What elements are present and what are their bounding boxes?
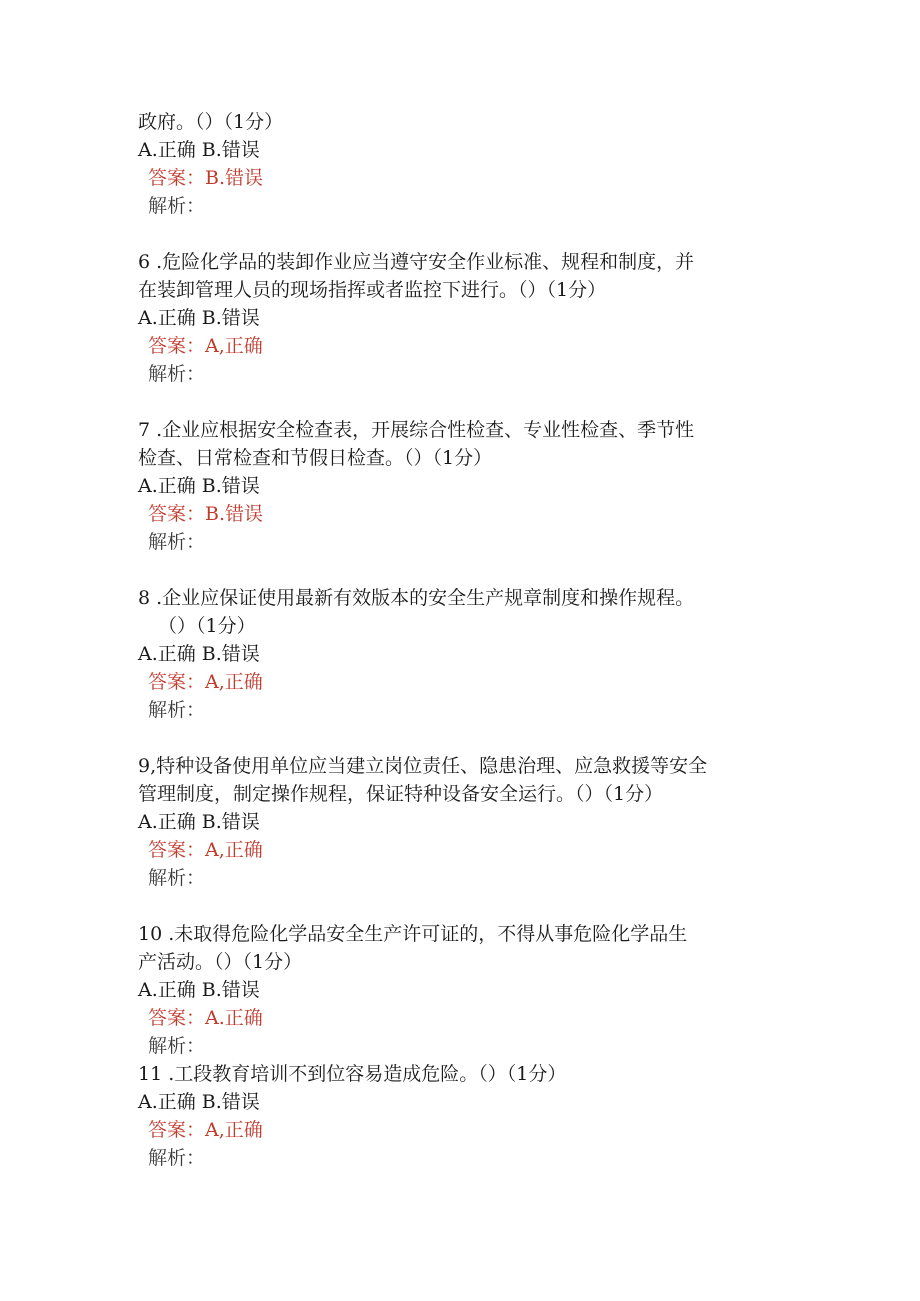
question-text-continued: 检查、日常检查和节假日检查。（）（1分） (138, 447, 493, 469)
question-10 (138, 920, 798, 1060)
question-text-continued: 管理制度，制定操作规程，保证特种设备安全运行。（）（1分） (138, 783, 664, 805)
explanation-label: 解析： (148, 1035, 206, 1057)
quiz-page (138, 108, 798, 1172)
answer-text: 答案：B.错误 (148, 503, 264, 525)
question-text: 7 .企业应根据安全检查表，开展综合性检查、专业性检查、季节性 (138, 419, 695, 441)
question-text: 6 .危险化学品的装卸作业应当遵守安全作业标准、规程和制度，并 (138, 251, 695, 273)
answer-text: 答案：A,正确 (148, 335, 263, 357)
question-options: A.正确 B.错误 (138, 139, 260, 161)
question-options: A.正确 B.错误 (138, 643, 260, 665)
question-options: A.正确 B.错误 (138, 307, 260, 329)
question-5 (138, 108, 798, 220)
question-8 (138, 584, 798, 724)
question-text: 9,特种设备使用单位应当建立岗位责任、隐患治理、应急救援等安全 (138, 755, 708, 777)
answer-text: 答案：A,正确 (148, 1119, 263, 1141)
question-text: 11 .工段教育培训不到位容易造成危险。（）（1分） (138, 1063, 567, 1085)
question-6 (138, 248, 798, 388)
question-text-continued: 产活动。（）（1分） (138, 951, 303, 973)
question-options: A.正确 B.错误 (138, 979, 260, 1001)
explanation-label: 解析： (148, 699, 206, 721)
answer-text: 答案：A,正确 (148, 839, 263, 861)
explanation-label: 解析： (148, 1147, 206, 1169)
answer-text: 答案：A,正确 (148, 671, 263, 693)
question-7 (138, 416, 798, 556)
question-9 (138, 752, 798, 892)
explanation-label: 解析： (148, 363, 206, 385)
question-options: A.正确 B.错误 (138, 811, 260, 833)
question-options: A.正确 B.错误 (138, 1091, 260, 1113)
explanation-label: 解析： (148, 867, 206, 889)
explanation-label: 解析： (148, 195, 206, 217)
question-text: 政府。（）（1分） (138, 111, 284, 133)
question-text: 10 .未取得危险化学品安全生产许可证的，不得从事危险化学品生 (138, 923, 688, 945)
question-text-continued: （）（1分） (158, 615, 256, 637)
explanation-label: 解析： (148, 531, 206, 553)
question-text-continued: 在装卸管理人员的现场指挥或者监控下进行。（）（1分） (138, 279, 607, 301)
question-options: A.正确 B.错误 (138, 475, 260, 497)
question-text: 8 .企业应保证使用最新有效版本的安全生产规章制度和操作规程。 (138, 587, 695, 609)
answer-text: 答案：B.错误 (148, 167, 264, 189)
answer-text: 答案：A.正确 (148, 1007, 263, 1029)
question-11 (138, 1060, 798, 1172)
